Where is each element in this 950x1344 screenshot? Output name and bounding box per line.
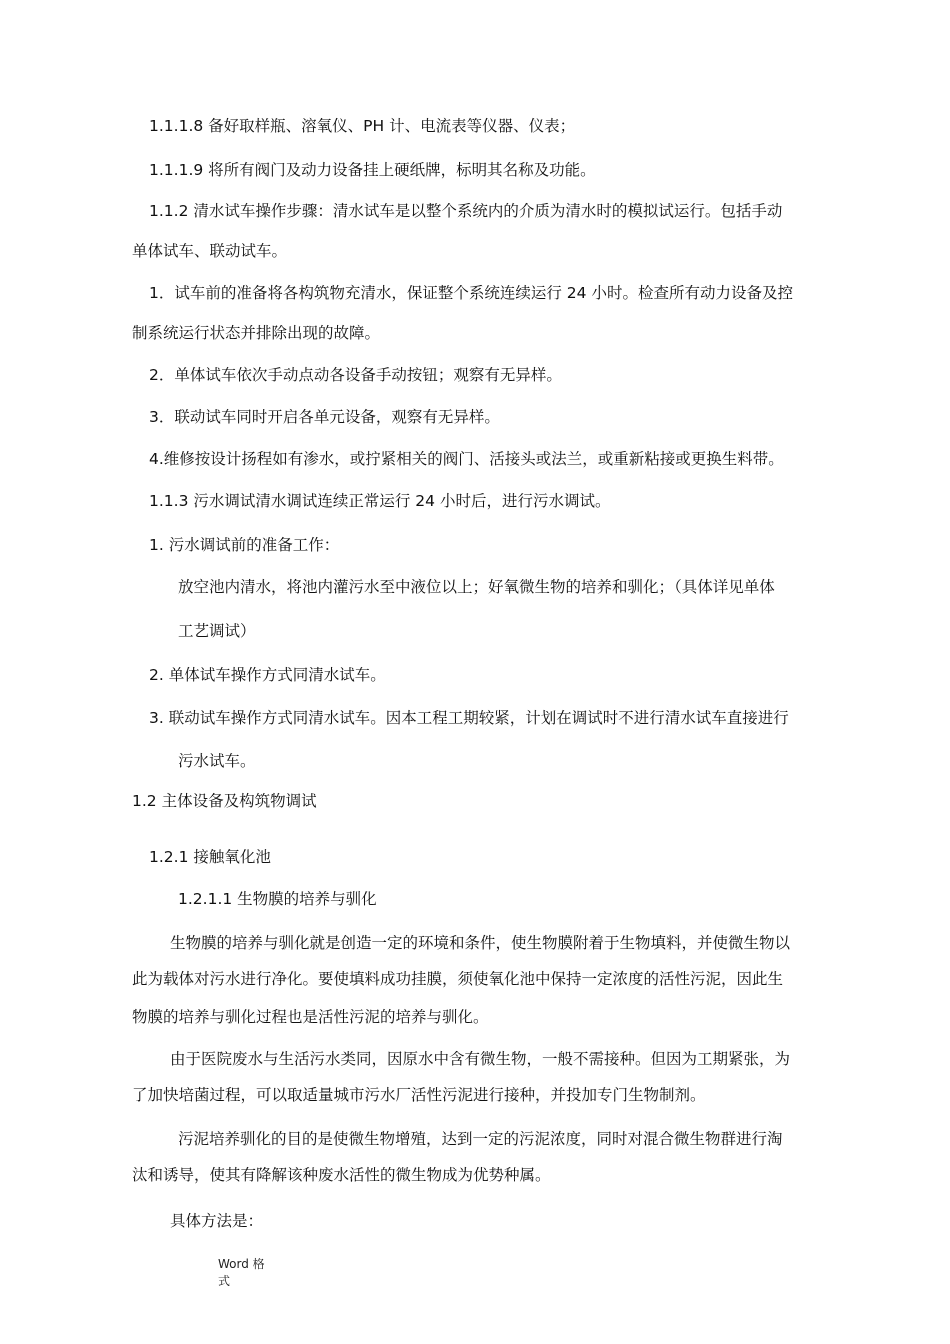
text-line: 2．单体试车依次手动点动各设备手动按钮；观察有无异样。 bbox=[149, 366, 562, 384]
text-line: 了加快培菌过程，可以取适量城市污水厂活性污泥进行接种，并投加专门生物制剂。 bbox=[132, 1086, 706, 1104]
text-line: 1. 污水调试前的准备工作： bbox=[149, 536, 340, 554]
text-line: 汰和诱导，使其有降解该种废水活性的微生物成为优势种属。 bbox=[132, 1166, 551, 1184]
text-line: 1．试车前的准备将各构筑物充清水，保证整个系统连续运行 24 小时。检查所有动力设备及控 bbox=[149, 284, 793, 302]
section-heading: 1.2.1 接触氧化池 bbox=[149, 848, 271, 866]
text-line: 由于医院废水与生活污水类同，因原水中含有微生物，一般不需接种。但因为工期紧张，为 bbox=[170, 1050, 791, 1068]
text-line: 3. 联动试车操作方式同清水试车。因本工程工期较紧，计划在调试时不进行清水试车直接进行 bbox=[149, 709, 789, 727]
text-line: 放空池内清水，将池内灌污水至中液位以上；好氧微生物的培养和驯化；（具体详见单体 bbox=[178, 578, 775, 596]
text-line: 污泥培养驯化的目的是使微生物增殖，达到一定的污泥浓度，同时对混合微生物群进行淘 bbox=[178, 1130, 783, 1148]
footer-line: 式 bbox=[218, 1274, 231, 1288]
text-line: 1.1.3 污水调试清水调试连续正常运行 24 小时后，进行污水调试。 bbox=[149, 492, 611, 510]
text-line: 具体方法是： bbox=[170, 1212, 264, 1230]
text-line: 工艺调试） bbox=[178, 622, 256, 640]
text-line: 此为载体对污水进行净化。要使填料成功挂膜，须使氧化池中保持一定浓度的活性污泥，因此生 bbox=[132, 970, 784, 988]
text-line: 物膜的培养与驯化过程也是活性污泥的培养与驯化。 bbox=[132, 1008, 489, 1026]
text-line: 单体试车、联动试车。 bbox=[132, 242, 288, 260]
text-line: 1.1.1.8 备好取样瓶、溶氧仪、PH 计、电流表等仪器、仪表； bbox=[149, 117, 576, 135]
text-line: 3．联动试车同时开启各单元设备，观察有无异样。 bbox=[149, 408, 500, 426]
footer-label bbox=[218, 1256, 265, 1290]
footer-line: Word 格 bbox=[218, 1257, 265, 1271]
text-line: 1.1.2 清水试车操作步骤：清水试车是以整个系统内的介质为清水时的模拟试运行。包括手动 bbox=[149, 202, 783, 220]
text-line: 生物膜的培养与驯化就是创造一定的环境和条件，使生物膜附着于生物填料，并使微生物以 bbox=[170, 934, 791, 952]
text-line: 2. 单体试车操作方式同清水试车。 bbox=[149, 666, 386, 684]
text-line: 1.1.1.9 将所有阀门及动力设备挂上硬纸牌，标明其名称及功能。 bbox=[149, 161, 596, 179]
section-heading: 1.2.1.1 生物膜的培养与驯化 bbox=[178, 890, 377, 908]
text-line: 4.维修按设计扬程如有渗水，或拧紧相关的阀门、活接头或法兰，或重新粘接或更换生料带。 bbox=[149, 450, 784, 468]
section-heading: 1.2 主体设备及构筑物调试 bbox=[132, 792, 317, 810]
text-line: 制系统运行状态并排除出现的故障。 bbox=[132, 324, 381, 342]
text-line: 污水试车。 bbox=[178, 752, 256, 770]
